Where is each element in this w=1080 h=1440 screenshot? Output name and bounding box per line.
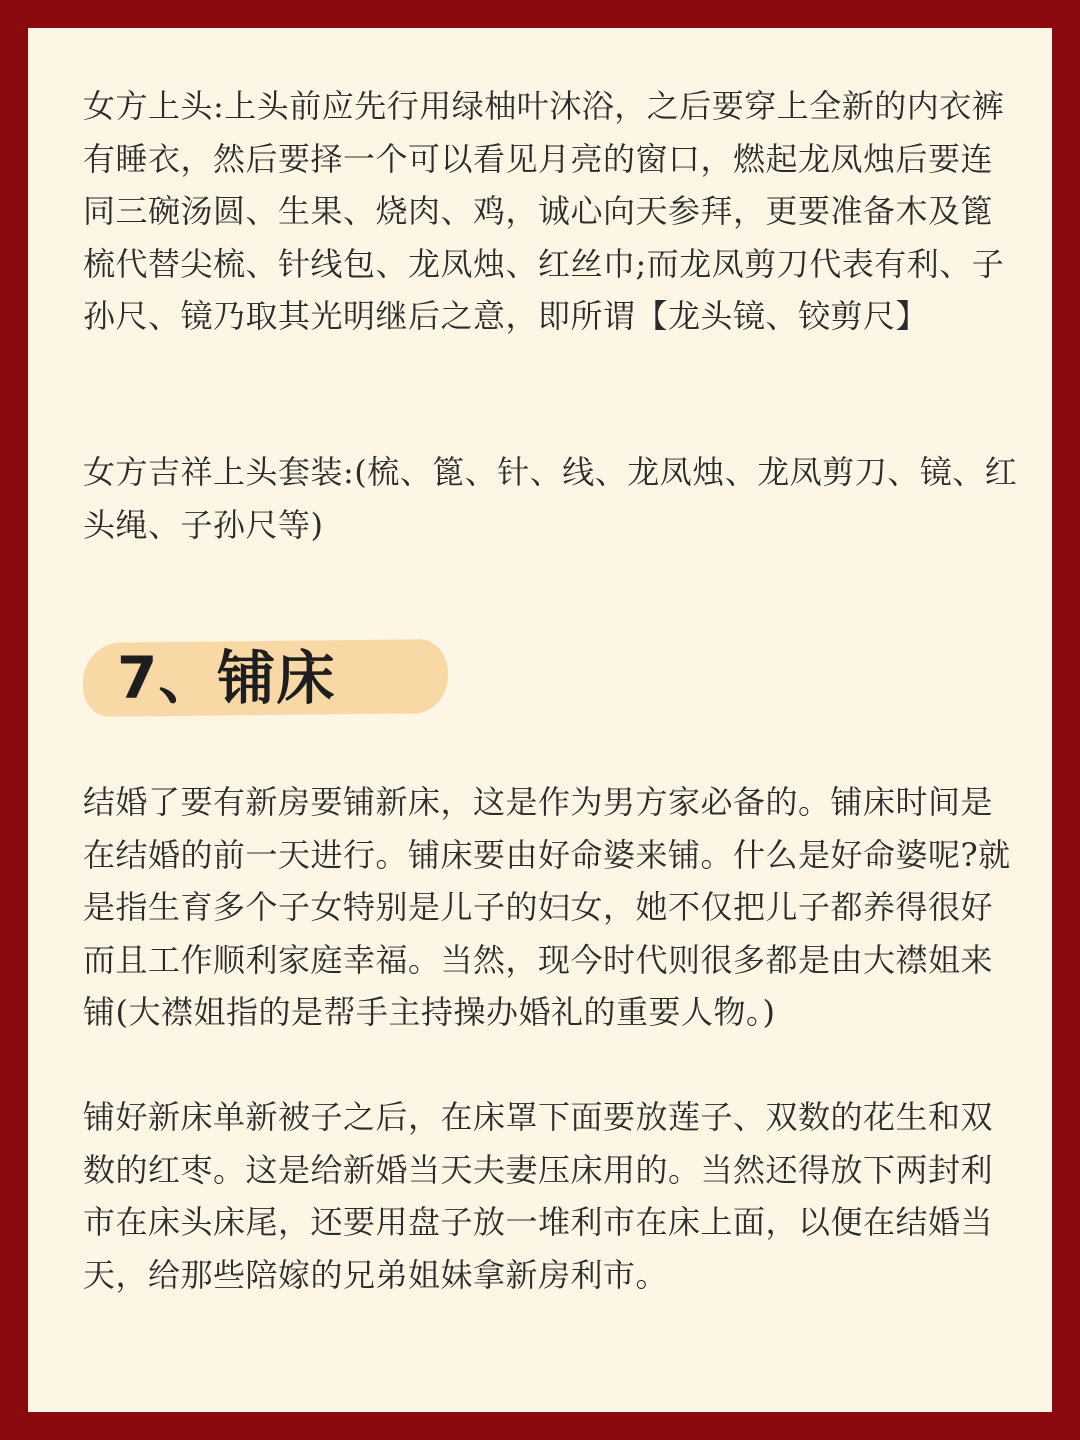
section-heading: 7、铺床 bbox=[117, 644, 336, 712]
section-heading-block bbox=[83, 633, 448, 723]
paragraph-bride-hair-kit: 女方吉祥上头套装:(梳、篦、针、线、龙凤烛、龙凤剪刀、镜、红头绳、子孙尺等) bbox=[83, 453, 1018, 544]
paragraph-bed-setup-items: 铺好新床单新被子之后，在床罩下面要放莲子、双数的花生和双数的红枣。这是给新婚当天夫妻压床用的。当然还得放下两封利市在床头床尾，还要用盘子放一堆利市在床上面，以便在结婚当天，给那些陪嫁的兄弟姐妹拿新房利市。 bbox=[83, 1098, 994, 1294]
paragraph-bed-setup-intro: 结婚了要有新房要铺新床，这是作为男方家必备的。铺床时间是在结婚的前一天进行。铺床要由好命婆来铺。什么是好命婆呢?就是指生育多个子女特别是儿子的妇女，她不仅把儿子都养得很好而且工作顺利家庭幸福。当然，现今时代则很多都是由大襟姐来铺(大襟姐指的是帮手主持操办婚礼的重要人物。) bbox=[83, 783, 1011, 1031]
document-page bbox=[28, 28, 1052, 1412]
paragraph-bride-hair-ceremony: 女方上头:上头前应先行用绿柚叶沐浴，之后要穿上全新的内衣裤有睡衣，然后要择一个可以看见月亮的窗口，燃起龙凤烛后要连同三碗汤圆、生果、烧肉、鸡，诚心向天参拜，更要准备木及篦梳代替尖梳、针线包、龙凤烛、红丝巾;而龙凤剪刀代表有利、子孙尺、镜乃取其光明继后之意，即所谓【龙头镜、铰剪尺】 bbox=[83, 87, 1005, 335]
